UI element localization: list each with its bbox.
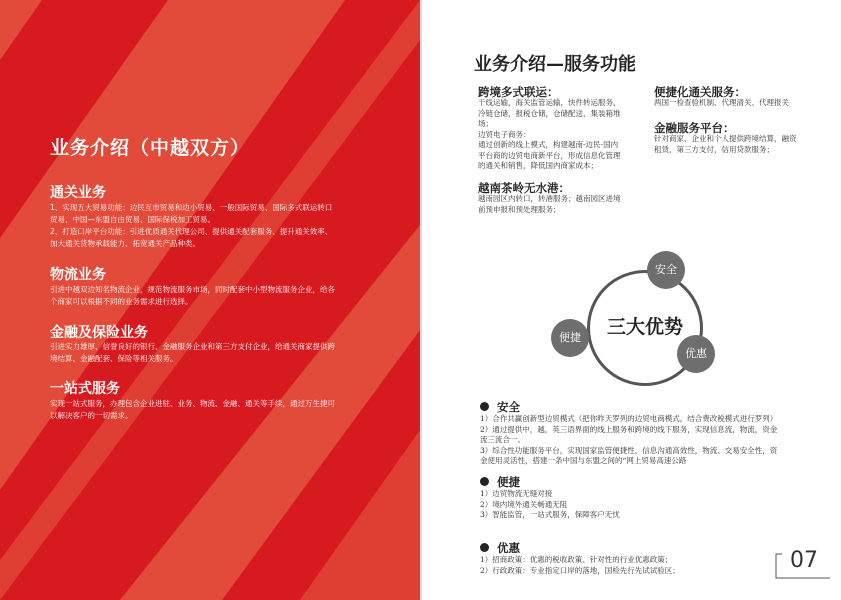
bullet-dot-icon [480, 402, 489, 411]
port-text [478, 194, 653, 215]
body-line: 2、打造口岸平台功能：引进优质通关代理公司、提供通关配套服务、提升通关效率、 [50, 227, 333, 236]
node-preferential: 优惠 [677, 335, 715, 373]
body-line: 引进实力雄厚、信誉良好的银行、金融服务企业和第三方支付企业，给通关商家提供跨 [50, 342, 335, 351]
advantage-title-preferential [480, 540, 520, 556]
advantage-title-text: 优惠 [497, 541, 520, 555]
text-line: 越南园区内转口，转港服务；越南园区进境 [478, 194, 621, 203]
text-line: 前预申报和预处理服务； [478, 204, 561, 214]
body-line: 以解决客户的一切需求。 [50, 411, 133, 420]
text-line: 的通关和销售，降低国内商家成本； [478, 161, 598, 170]
text-line: 1）边贸物流无缝对接 [480, 489, 553, 498]
body-line: 1、实现五大贸易功能：边民互市贸易和边小贸易、一般国际贸易、国际多式联运转口 [50, 203, 333, 212]
body-line: 贸易、中国—东盟自由贸易、国际保税加工贸易。 [50, 215, 215, 224]
cross-border-heading: 跨境多式联运： [478, 85, 559, 99]
text-line: 2）行政政策：专业指定口岸的落地，国检先行先试试验区； [480, 565, 680, 575]
section-body-customs [50, 202, 380, 250]
customs-heading: 便捷化通关服务： [654, 85, 746, 99]
advantages-hub-label: 三大优势 [606, 316, 683, 338]
advantage-text-convenience [480, 489, 820, 521]
section-body-one-stop [50, 398, 380, 422]
text-line: 平台商的边贸电商新平台，形成信息化管理 [478, 150, 621, 160]
left-page [0, 0, 420, 600]
node-safety: 安全 [647, 251, 685, 289]
advantage-text-safety [480, 414, 820, 467]
advantage-title-text: 便捷 [497, 475, 520, 489]
section-body-logistics [50, 284, 380, 308]
cross-border-text [478, 98, 653, 172]
bullet-dot-icon [480, 477, 489, 486]
text-line: 1）招商政策：优惠的税收政策、针对性的行业优惠政策； [480, 555, 673, 564]
page-number-bracket [774, 552, 832, 582]
text-line: 流三流合一。 [480, 435, 525, 444]
body-line: 实现一站式服务，办理包含企业进驻、业务、物流、金融、通关等手续，通过万生捷可 [50, 399, 335, 408]
text-line: 金使用灵活性，搭建一条中国与东盟之间的“网上贸易高速公路 [480, 456, 687, 465]
text-line: 边贸电子商务： [478, 129, 531, 139]
right-page [420, 0, 841, 600]
section-title-finance: 金融及保险业务 [50, 325, 148, 341]
section-body-finance [50, 341, 380, 365]
finance-text [654, 134, 839, 155]
right-page-title: 业务介绍—服务功能 [474, 54, 636, 75]
page-number: 07 [790, 548, 818, 573]
customs-text [654, 98, 839, 109]
text-line: 租赁，第三方支付，信用贷款服务； [654, 144, 774, 154]
text-line: 3）综合性功能服务平台，实现国家监管便捷性，信息沟通高效性，物流、交易安全性，资 [480, 445, 778, 455]
text-line: 2）境内境外通关畅通无阻 [480, 499, 568, 509]
text-line: 干线运输，海关监管运输，快件转运服务， [478, 98, 621, 107]
body-line: 引进中越双边知名物流企业，规范物流服务市场，同时配套中小型物流服务企业，给各 [50, 285, 335, 294]
text-line: 两国一检查验机制、代理清关、代理报关 [654, 98, 789, 107]
body-line: 加大通关货物承载能力、拓宽通关产品种类。 [50, 239, 200, 248]
advantage-title-safety [480, 399, 520, 415]
body-line: 境结算、金融配套、保险等相关服务。 [50, 354, 178, 363]
bullet-dot-icon [480, 543, 489, 552]
left-page-title: 业务介绍（中越双方） [50, 137, 251, 159]
node-convenience: 便捷 [551, 319, 589, 357]
body-line: 个商家可以根据不同的业务需求进行选择。 [50, 297, 193, 306]
section-title-one-stop: 一站式服务 [50, 381, 120, 397]
text-line: 场； [478, 119, 493, 128]
text-line: 2）通过提供中，越，英三语界面的线上服务和跨境的线下服务，实现信息流，物流，资金 [480, 424, 778, 434]
advantage-text-preferential [480, 555, 780, 576]
port-heading: 越南茶岭无水港： [478, 181, 570, 195]
text-line: 冷链仓储，报税仓储，仓储配送，集装箱堆 [478, 108, 621, 118]
section-title-customs: 通关业务 [50, 185, 106, 201]
finance-heading: 金融服务平台： [654, 121, 735, 135]
text-line: 3）智能监管，一站式服务，保障客户无忧 [480, 510, 620, 519]
advantage-title-convenience [480, 474, 520, 490]
text-line: 针对商家、企业和个人提供跨境结算，融资 [654, 134, 797, 143]
text-line: 通过创新的线上模式，构建越南-边民-国内 [478, 140, 619, 149]
section-title-logistics: 物流业务 [50, 267, 106, 283]
text-line: 1）合作共赢创新型边贸模式（把你昨天罗列的边贸电商模式，结合费改税模式进行罗列） [480, 414, 778, 423]
advantage-title-text: 安全 [497, 400, 520, 414]
